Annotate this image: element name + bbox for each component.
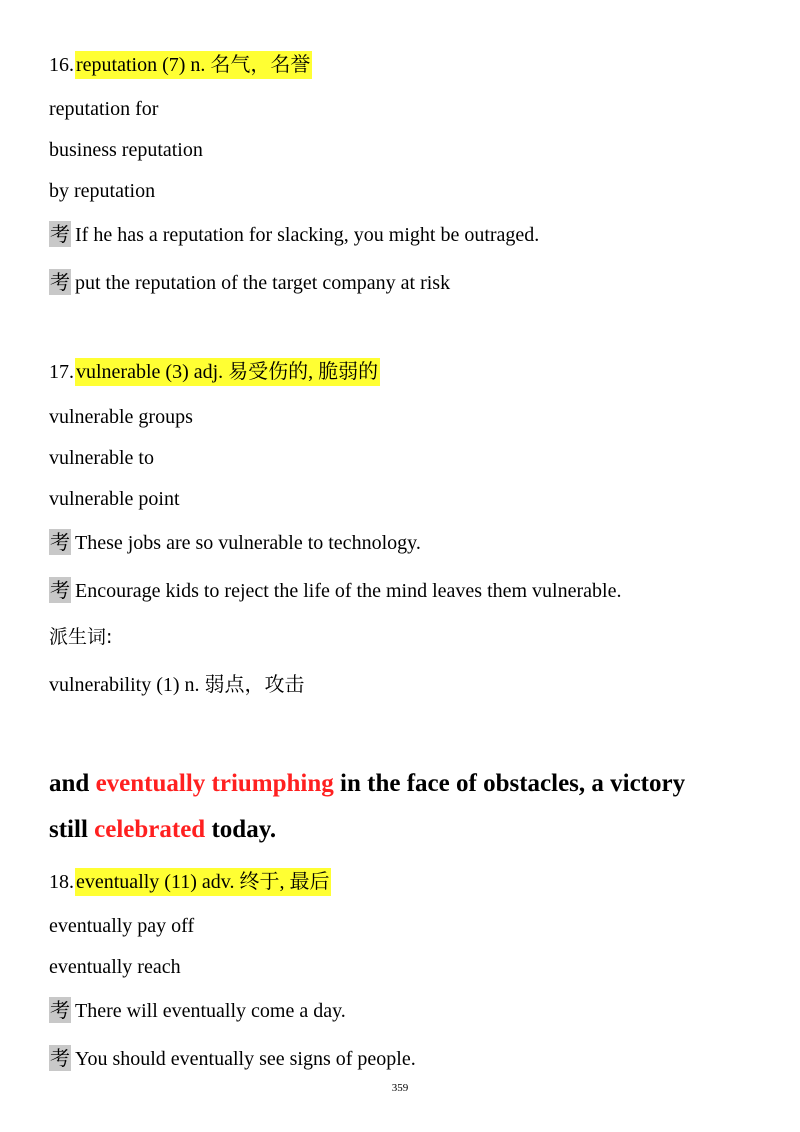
example-text: If he has a reputation for slacking, you might be outraged. — [75, 224, 540, 246]
phrase: eventually reach — [49, 956, 181, 978]
phrase: by reputation — [49, 180, 156, 202]
headword-highlight: eventually (11) adv. 终于, 最后 — [75, 868, 331, 896]
example-text: There will eventually come a day. — [75, 1000, 346, 1022]
example-sentence — [49, 221, 539, 247]
phrase: vulnerable to — [49, 447, 154, 469]
entry-18-heading — [49, 868, 331, 896]
entry-number: 18. — [49, 871, 74, 893]
emphasized-word: celebrated — [94, 816, 206, 843]
entry-number: 16. — [49, 54, 74, 76]
example-text: put the reputation of the target company at risk — [75, 272, 451, 294]
headword-highlight: vulnerable (3) adj. 易受伤的, 脆弱的 — [75, 358, 380, 386]
kao-badge: 考 — [50, 222, 70, 246]
kao-badge: 考 — [50, 270, 70, 294]
headword-highlight: reputation (7) n. 名气，名誉 — [75, 51, 312, 79]
derived-label: 派生词: — [49, 626, 113, 648]
phrase: vulnerable groups — [49, 406, 193, 428]
example-sentence — [49, 997, 346, 1023]
example-sentence — [49, 577, 621, 603]
entry-number: 17. — [49, 361, 74, 383]
kao-badge: 考 — [50, 1046, 70, 1070]
page-number: 359 — [391, 1082, 409, 1094]
entry-16-heading — [49, 51, 312, 79]
context-sentence-line-1 — [49, 769, 685, 799]
example-text: You should eventually see signs of people. — [75, 1048, 416, 1070]
entry-17-heading — [49, 358, 380, 386]
phrase: vulnerable point — [49, 488, 180, 510]
phrase: eventually pay off — [49, 915, 195, 937]
derived-word: vulnerability (1) n. 弱点，攻击 — [49, 674, 305, 696]
phrase: reputation for — [49, 98, 159, 120]
kao-badge: 考 — [50, 578, 70, 602]
example-sentence — [49, 269, 450, 295]
example-sentence — [49, 1045, 416, 1071]
emphasized-word: eventually triumphing — [95, 770, 334, 797]
example-text: These jobs are so vulnerable to technology. — [75, 532, 421, 554]
sentence-text: today. — [205, 816, 277, 843]
phrase: business reputation — [49, 139, 203, 161]
sentence-text: still — [49, 816, 95, 843]
example-sentence — [49, 529, 421, 555]
sentence-text: in the face of obstacles, a victory — [333, 770, 686, 797]
sentence-text: and — [49, 770, 96, 797]
kao-badge: 考 — [50, 530, 70, 554]
context-sentence-line-2 — [49, 815, 276, 845]
example-text: Encourage kids to reject the life of the mind leaves them vulnerable. — [75, 580, 622, 602]
kao-badge: 考 — [50, 998, 70, 1022]
